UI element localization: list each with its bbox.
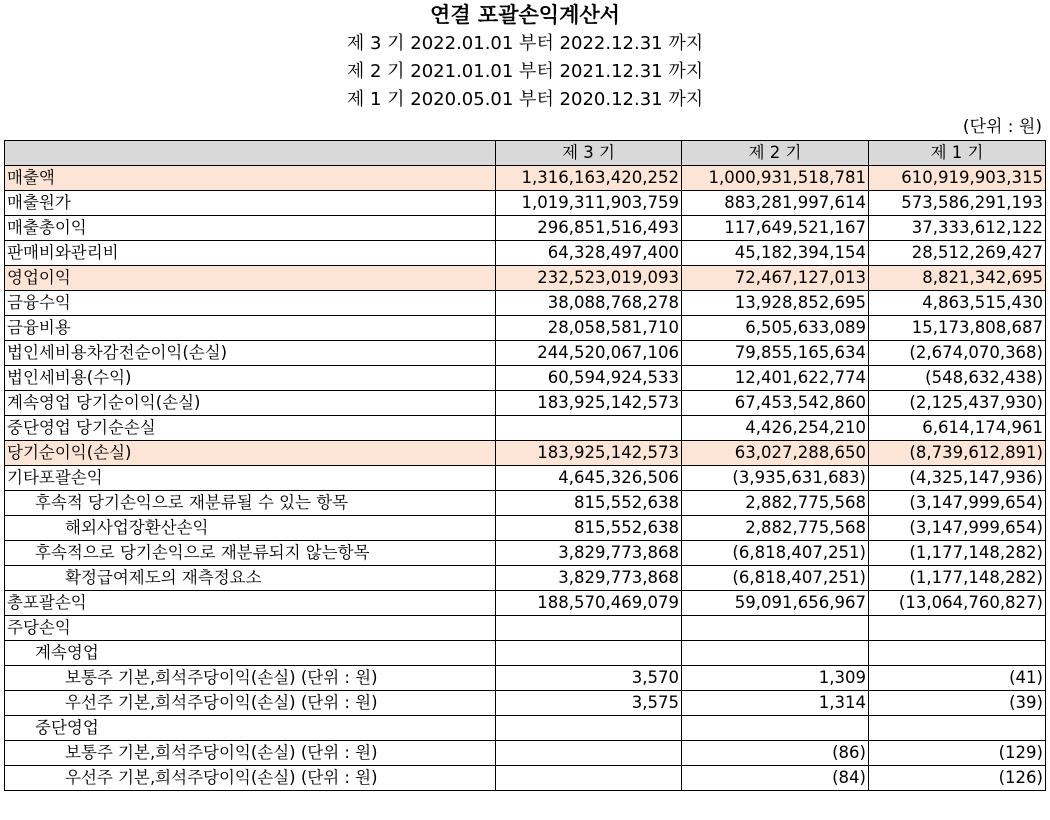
- cell-period-3: 815,552,638: [496, 516, 682, 541]
- cell-period-1: (2,125,437,930): [869, 391, 1046, 416]
- cell-period-2: 4,426,254,210: [682, 416, 869, 441]
- cell-period-3: 60,594,924,533: [496, 366, 682, 391]
- cell-period-2: 59,091,656,967: [682, 591, 869, 616]
- row-label: 계속영업: [5, 641, 496, 666]
- table-row: [5, 741, 1046, 766]
- cell-period-1: 6,614,174,961: [869, 416, 1046, 441]
- row-label: 주당손익: [5, 616, 496, 641]
- cell-period-2: 883,281,997,614: [682, 191, 869, 216]
- cell-period-2: (6,818,407,251): [682, 541, 869, 566]
- table-row: [5, 691, 1046, 716]
- cell-period-1: (2,674,070,368): [869, 341, 1046, 366]
- cell-period-2: 12,401,622,774: [682, 366, 869, 391]
- cell-period-3: 4,645,326,506: [496, 466, 682, 491]
- cell-period-2: 72,467,127,013: [682, 266, 869, 291]
- cell-period-2: 1,314: [682, 691, 869, 716]
- table-row: [5, 316, 1046, 341]
- row-label: 기타포괄손익: [5, 466, 496, 491]
- row-label: 매출총이익: [5, 216, 496, 241]
- cell-period-3: 1,019,311,903,759: [496, 191, 682, 216]
- table-row: [5, 241, 1046, 266]
- cell-period-3: [496, 741, 682, 766]
- header-label: [5, 141, 496, 166]
- cell-period-1: 4,863,515,430: [869, 291, 1046, 316]
- cell-period-3: 232,523,019,093: [496, 266, 682, 291]
- table-row: [5, 766, 1046, 791]
- cell-period-2: 45,182,394,154: [682, 241, 869, 266]
- cell-period-2: [682, 641, 869, 666]
- cell-period-1: (3,147,999,654): [869, 516, 1046, 541]
- period-line-2: 제 2 기 2021.01.01 부터 2021.12.31 까지: [346, 61, 704, 82]
- cell-period-2: 117,649,521,167: [682, 216, 869, 241]
- cell-period-3: [496, 641, 682, 666]
- table-row: [5, 516, 1046, 541]
- row-label: 당기순이익(손실): [5, 441, 496, 466]
- row-label: 우선주 기본,희석주당이익(손실) (단위 : 원): [5, 766, 496, 791]
- row-label: 중단영업: [5, 716, 496, 741]
- cell-period-3: 188,570,469,079: [496, 591, 682, 616]
- table-row: [5, 466, 1046, 491]
- statement-title: 연결 포괄손익계산서: [430, 3, 620, 27]
- cell-period-3: 38,088,768,278: [496, 291, 682, 316]
- table-row: [5, 591, 1046, 616]
- cell-period-3: 3,570: [496, 666, 682, 691]
- income-statement-table: [4, 140, 1046, 791]
- header-period-1: 제 1 기: [869, 141, 1046, 166]
- cell-period-3: 296,851,516,493: [496, 216, 682, 241]
- cell-period-1: (8,739,612,891): [869, 441, 1046, 466]
- row-label: 보통주 기본,희석주당이익(손실) (단위 : 원): [5, 666, 496, 691]
- row-label: 총포괄손익: [5, 591, 496, 616]
- row-label: 후속적 당기손익으로 재분류될 수 있는 항목: [5, 491, 496, 516]
- cell-period-2: 63,027,288,650: [682, 441, 869, 466]
- cell-period-3: 183,925,142,573: [496, 441, 682, 466]
- cell-period-2: 1,309: [682, 666, 869, 691]
- cell-period-3: [496, 716, 682, 741]
- cell-period-1: 15,173,808,687: [869, 316, 1046, 341]
- cell-period-3: 3,829,773,868: [496, 566, 682, 591]
- cell-period-2: (3,935,631,683): [682, 466, 869, 491]
- header-period-3: 제 3 기: [496, 141, 682, 166]
- table-row: [5, 616, 1046, 641]
- cell-period-1: [869, 641, 1046, 666]
- period-line-3: 제 3 기 2022.01.01 부터 2022.12.31 까지: [346, 33, 704, 54]
- cell-period-1: [869, 716, 1046, 741]
- cell-period-2: 2,882,775,568: [682, 491, 869, 516]
- cell-period-2: 67,453,542,860: [682, 391, 869, 416]
- row-label: 해외사업장환산손익: [5, 516, 496, 541]
- cell-period-3: 244,520,067,106: [496, 341, 682, 366]
- row-label: 영업이익: [5, 266, 496, 291]
- cell-period-2: 1,000,931,518,781: [682, 166, 869, 191]
- cell-period-3: 1,316,163,420,252: [496, 166, 682, 191]
- table-row: [5, 166, 1046, 191]
- row-label: 계속영업 당기순이익(손실): [5, 391, 496, 416]
- table-row: [5, 566, 1046, 591]
- cell-period-1: 610,919,903,315: [869, 166, 1046, 191]
- row-label: 우선주 기본,희석주당이익(손실) (단위 : 원): [5, 691, 496, 716]
- cell-period-2: 6,505,633,089: [682, 316, 869, 341]
- cell-period-3: [496, 616, 682, 641]
- cell-period-1: (1,177,148,282): [869, 566, 1046, 591]
- cell-period-1: 8,821,342,695: [869, 266, 1046, 291]
- cell-period-1: (41): [869, 666, 1046, 691]
- row-label: 법인세비용차감전순이익(손실): [5, 341, 496, 366]
- table-row: [5, 291, 1046, 316]
- table-row: [5, 491, 1046, 516]
- cell-period-2: 13,928,852,695: [682, 291, 869, 316]
- table-row: [5, 666, 1046, 691]
- row-label: 확정급여제도의 재측정요소: [5, 566, 496, 591]
- row-label: 법인세비용(수익): [5, 366, 496, 391]
- cell-period-1: 573,586,291,193: [869, 191, 1046, 216]
- table-row: [5, 366, 1046, 391]
- cell-period-2: (86): [682, 741, 869, 766]
- cell-period-1: (1,177,148,282): [869, 541, 1046, 566]
- cell-period-1: (3,147,999,654): [869, 491, 1046, 516]
- row-label: 후속적으로 당기손익으로 재분류되지 않는항목: [5, 541, 496, 566]
- cell-period-1: (548,632,438): [869, 366, 1046, 391]
- table-row: [5, 341, 1046, 366]
- header-period-2: 제 2 기: [682, 141, 869, 166]
- cell-period-3: 28,058,581,710: [496, 316, 682, 341]
- cell-period-2: (6,818,407,251): [682, 566, 869, 591]
- table-header-row: [5, 141, 1046, 166]
- cell-period-3: [496, 416, 682, 441]
- cell-period-1: (39): [869, 691, 1046, 716]
- row-label: 중단영업 당기순손실: [5, 416, 496, 441]
- cell-period-3: 183,925,142,573: [496, 391, 682, 416]
- cell-period-1: 28,512,269,427: [869, 241, 1046, 266]
- cell-period-1: (4,325,147,936): [869, 466, 1046, 491]
- cell-period-2: (84): [682, 766, 869, 791]
- cell-period-3: 3,829,773,868: [496, 541, 682, 566]
- cell-period-3: [496, 766, 682, 791]
- row-label: 매출원가: [5, 191, 496, 216]
- cell-period-1: 37,333,612,122: [869, 216, 1046, 241]
- row-label: 매출액: [5, 166, 496, 191]
- cell-period-1: (129): [869, 741, 1046, 766]
- table-row: [5, 441, 1046, 466]
- cell-period-2: 2,882,775,568: [682, 516, 869, 541]
- row-label: 금융비용: [5, 316, 496, 341]
- table-row: [5, 416, 1046, 441]
- row-label: 판매비와관리비: [5, 241, 496, 266]
- cell-period-1: (13,064,760,827): [869, 591, 1046, 616]
- table-row: [5, 191, 1046, 216]
- cell-period-2: [682, 716, 869, 741]
- table-row: [5, 716, 1046, 741]
- unit-label: (단위 : 원): [962, 117, 1042, 137]
- cell-period-3: 3,575: [496, 691, 682, 716]
- table-row: [5, 641, 1046, 666]
- table-row: [5, 391, 1046, 416]
- row-label: 금융수익: [5, 291, 496, 316]
- period-line-1: 제 1 기 2020.05.01 부터 2020.12.31 까지: [346, 89, 704, 110]
- cell-period-1: [869, 616, 1046, 641]
- cell-period-3: 64,328,497,400: [496, 241, 682, 266]
- cell-period-2: [682, 616, 869, 641]
- table-row: [5, 541, 1046, 566]
- row-label: 보통주 기본,희석주당이익(손실) (단위 : 원): [5, 741, 496, 766]
- cell-period-3: 815,552,638: [496, 491, 682, 516]
- cell-period-2: 79,855,165,634: [682, 341, 869, 366]
- table-row: [5, 266, 1046, 291]
- table-row: [5, 216, 1046, 241]
- cell-period-1: (126): [869, 766, 1046, 791]
